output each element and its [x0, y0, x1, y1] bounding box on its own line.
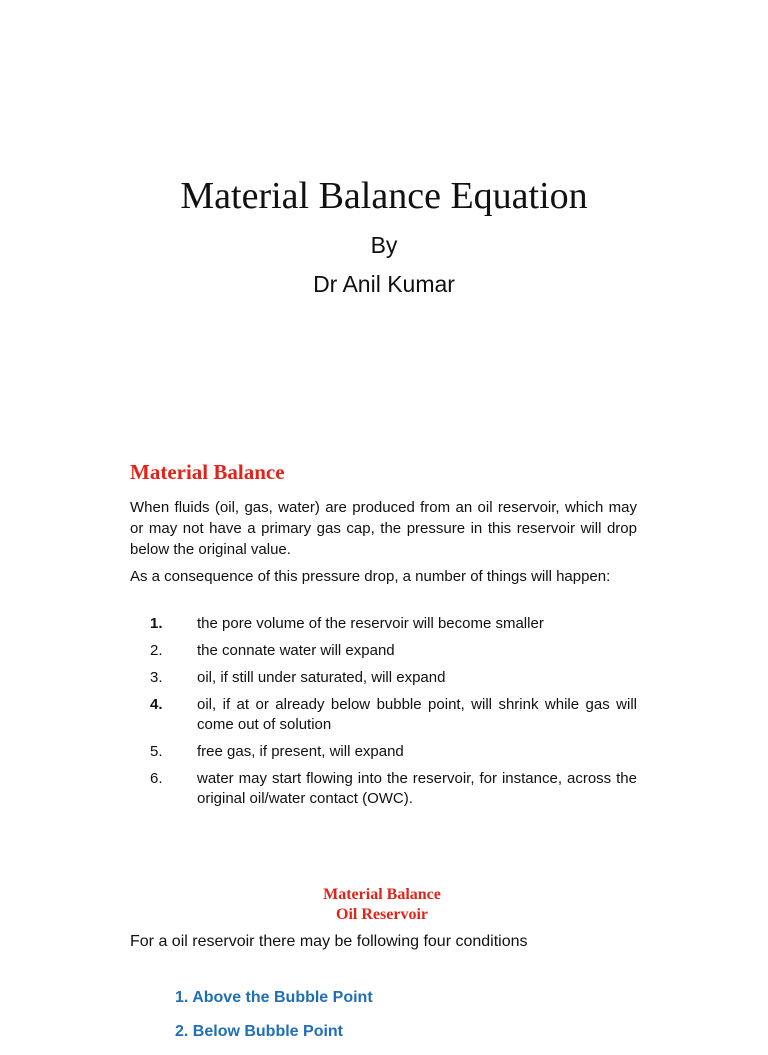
list-item-number: 4. [150, 696, 163, 713]
condition-item: 1. Above the Bubble Point [175, 989, 373, 1006]
list-item-number: 6. [150, 770, 163, 787]
list-item-text: the connate water will expand [197, 642, 395, 659]
list-item-number: 2. [150, 642, 163, 659]
consequence-list [150, 614, 637, 816]
list-item [150, 695, 637, 735]
list-item [150, 614, 637, 634]
list-item-number: 3. [150, 669, 163, 686]
list-item-text: free gas, if present, will expand [197, 743, 404, 760]
section-heading-material-balance: Material Balance [130, 460, 285, 484]
conditions-list [175, 987, 373, 1055]
list-item-text: oil, if at or already below bubble point, will shrink while gas will come out of solution [197, 696, 637, 733]
list-item [150, 769, 637, 809]
oil-reservoir-heading-line2: Oil Reservoir [336, 906, 428, 923]
intro-paragraph: When fluids (oil, gas, water) are produced from an oil reservoir, which may or may not have a primary gas cap, the pressure in this reservoir will drop below the original value. [130, 499, 637, 558]
list-item-text: oil, if still under saturated, will expand [197, 669, 446, 686]
list-item-text: the pore volume of the reservoir will become smaller [197, 615, 544, 632]
list-item [150, 742, 637, 762]
author-name: Dr Anil Kumar [313, 271, 455, 297]
list-item-number: 5. [150, 743, 163, 760]
document-title: Material Balance Equation [180, 175, 588, 217]
oil-reservoir-heading-line1: Material Balance [323, 886, 441, 903]
by-label: By [370, 232, 398, 258]
list-item-text: water may start flowing into the reservoir, for instance, across the original oil/water contact (OWC). [197, 770, 637, 807]
conditions-intro: For a oil reservoir there may be following four conditions [130, 933, 528, 950]
consequence-paragraph: As a consequence of this pressure drop, a number of things will happen: [130, 568, 611, 585]
list-item-number: 1. [150, 615, 163, 632]
condition-item: 2. Below Bubble Point [175, 1023, 344, 1040]
list-item [150, 641, 637, 661]
list-item [150, 668, 637, 688]
